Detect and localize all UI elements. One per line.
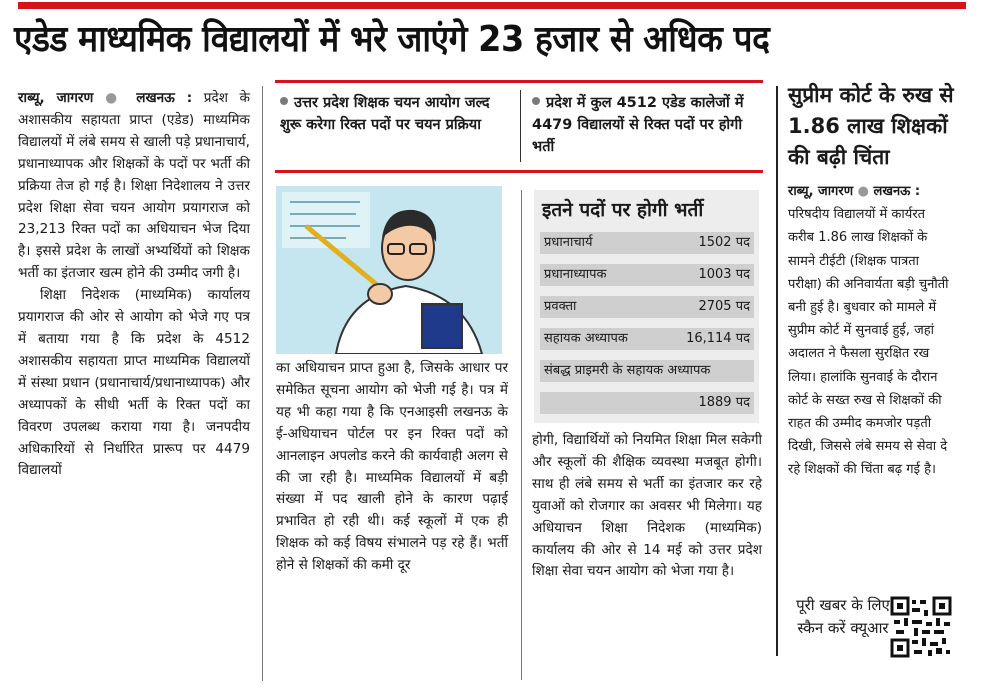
column-1 xyxy=(18,88,250,482)
column-divider-3 xyxy=(776,86,778,656)
table-row xyxy=(540,296,754,318)
table-row xyxy=(540,232,754,254)
row-value: 1889 पद xyxy=(698,395,750,410)
row-key: प्रवक्ता xyxy=(544,299,577,314)
side-text: परिषदीय विद्यालयों में कार्यरत करीब 1.86 लाख शिक्षकों के सामने टीईटी (शिक्षक पात्रता परीक्षा) की अनिवार्यता बड़ी चुनौती बनी हुई है। बुधवार को मामले में सुप्रीम कोर्ट में सुनवाई हुई, जहां अदालत ने फैसला सुरक्षित रख लिया। हालांकि सुनवाई के दौरान कोर्ट के सख्त रुख से शिक्षकों की राहत की उम्मीद कमजोर पड़ती दिखी, जिससे लंबे समय से सेवा दे रहे शिक्षकों की चिंता बढ़ गई है। xyxy=(788,207,949,478)
bullet-icon xyxy=(280,97,288,105)
table-row xyxy=(540,392,754,414)
row-key: प्रधानाचार्य xyxy=(544,235,593,250)
qr-code-svg xyxy=(890,596,952,658)
col1-p2: शिक्षा निदेशक (माध्यमिक) कार्यालय प्रयागराज की ओर से आयोग को भेजे गए पत्र में बताया गया है कि प्रदेश के 4512 अशासकीय सहायता प्राप्त माध्यमिक विद्यालयों में संस्था प्रधान (प्रधानाचार्य/प्रधानाध्यापक) और अध्यापकों के सीधी भर्ती के रिक्त पदों का विवरण उपलब्ध कराया गया है। जनपदीय अधिकारियों से निर्धारित प्रारूप पर 4479 विद्यालयों xyxy=(18,287,250,479)
top-red-bar xyxy=(18,2,966,9)
side-byline: राब्यू, जागरण xyxy=(788,184,854,199)
column-divider-1 xyxy=(262,86,263,681)
row-value: 1003 पद xyxy=(698,267,750,282)
col2-text: का अधियाचन प्राप्त हुआ है, जिसके आधार पर समेकित सूचना आयोग को भेजी गई है। पत्र में यह भी कहा गया है कि एनआइसी लखनऊ के ई-अधियाचन पोर्टल पर इन रिक्त पदों को आनलाइन अपलोड करने की कार्यवाही अलग से की जा रही है। माध्यमिक विद्यालयों में बड़ी संख्या में पद खाली होने के कारण पढ़ाई प्रभावित हो रही थी। कई स्कूलों में एक ही शिक्षक को कई विषय संभालने पड़ रहे हैं। भर्ती होने से शिक्षकों की कमी दूर xyxy=(276,360,508,574)
col1-text-1: प्रदेश के अशासकीय सहायता प्राप्त (एडेड) माध्यमिक विद्यालयों में लंबे समय से खाली पड़े प्रधानाचार्य, प्रधानाध्यापक और शिक्षकों के पदों पर भर्ती की प्रक्रिया तेज हो गई है। शिक्षा निदेशालय ने उत्तर प्रदेश शिक्षा सेवा चयन आयोग प्रयागराज को 23,213 रिक्त पदों का अधियाचन भेज दिया है। इससे प्रदेश के लाखों अभ्यर्थियों को शिक्षक भर्ती का इंतजार खत्म होने की उम्मीद जगी है। xyxy=(18,90,250,282)
vacancy-table xyxy=(534,190,759,423)
col3-text: होगी, विद्यार्थियों को नियमित शिक्षा मिल सकेगी और स्कूलों की शैक्षिक व्यवस्था मजबूत होगी। साथ ही लंबे समय से भर्ती का इंतजार कर रहे युवाओं को रोजगार का अवसर भी मिलेगा। यह अधियाचन शिक्षा निदेशक (माध्यमिक) कार्यालय की ओर से 14 मई को उत्तर प्रदेश शिक्षा सेवा चयन आयोग को भेजा गया है। xyxy=(532,432,762,580)
side-place: लखनऊ : xyxy=(873,184,921,199)
side-story xyxy=(788,180,953,482)
column-3 xyxy=(532,430,762,583)
highlight-divider xyxy=(520,90,521,162)
row-key: संबद्ध प्राइमरी के सहायक अध्यापक xyxy=(544,363,711,378)
table-row xyxy=(540,328,754,350)
teacher-illustration xyxy=(276,186,502,354)
highlight-1-text: उत्तर प्रदेश शिक्षक चयन आयोग जल्द शुरू करेगा रिक्त पदों पर चयन प्रक्रिया xyxy=(280,95,490,133)
column-divider-2 xyxy=(521,190,522,680)
scan-label: पूरी खबर के लिए स्कैन करें क्यूआर xyxy=(796,596,890,637)
table-row xyxy=(540,360,754,382)
qr-code-icon xyxy=(890,596,952,658)
side-p: राब्यू, जागरण ● लखनऊ : परिषदीय विद्यालयों में कार्यरत करीब 1.86 लाख शिक्षकों के सामने टीईटी (शिक्षक पात्रता परीक्षा) की अनिवार्यता बड़ी चुनौती बनी हुई है। बुधवार को मामले में सुप्रीम कोर्ट में सुनवाई हुई, जहां अदालत ने फैसला सुरक्षित रख लिया। हालांकि सुनवाई के दौरान कोर्ट के सख्त रुख से शिक्षकों की राहत की उम्मीद कमजोर पड़ती दिखी, जिससे लंबे समय से सेवा दे रहे शिक्षकों की चिंता बढ़ गई है। xyxy=(788,184,949,478)
bullet-icon xyxy=(532,97,540,105)
row-value: 16,114 पद xyxy=(686,331,750,346)
byline: राब्यू, जागरण xyxy=(18,90,94,106)
highlight-2-text: प्रदेश में कुल 4512 एडेड कालेजों में 4479 विद्यालयों से रिक्त पदों पर होगी भर्ती xyxy=(532,95,744,155)
row-key: सहायक अध्यापक xyxy=(544,331,628,346)
highlight-1 xyxy=(280,92,512,136)
row-value: 1502 पद xyxy=(698,235,750,250)
place: लखनऊ : xyxy=(136,90,193,106)
column-2 xyxy=(276,358,508,577)
row-value: 2705 पद xyxy=(698,299,750,314)
col1-p1: राब्यू, जागरण ● लखनऊ : प्रदेश के अशासकीय सहायता प्राप्त (एडेड) माध्यमिक विद्यालयों में लंबे समय से खाली पड़े प्रधानाचार्य, प्रधानाध्यापक और शिक्षकों के पदों पर भर्ती की प्रक्रिया तेज हो गई है। शिक्षा निदेशालय ने उत्तर प्रदेश शिक्षा सेवा चयन आयोग प्रयागराज को 23,213 रिक्त पदों का अधियाचन भेज दिया है। इससे प्रदेश के लाखों अभ्यर्थियों को शिक्षक भर्ती का इंतजार खत्म होने की उम्मीद जगी है। xyxy=(18,90,250,282)
table-title: इतने पदों पर होगी भर्ती xyxy=(542,199,704,221)
row-key: प्रधानाध्यापक xyxy=(544,267,607,282)
teacher-illustration-svg xyxy=(276,186,502,354)
side-heading: सुप्रीम कोर्ट के रुख से 1.86 लाख शिक्षकों की बढ़ी चिंता xyxy=(788,83,954,169)
highlight-2 xyxy=(532,92,760,158)
highlight-bottom-rule xyxy=(275,170,763,173)
highlight-top-rule xyxy=(275,80,763,83)
table-row xyxy=(540,264,754,286)
headline: एडेड माध्यमिक विद्यालयों में भरे जाएंगे 23 हजार से अधिक पद xyxy=(14,19,770,60)
